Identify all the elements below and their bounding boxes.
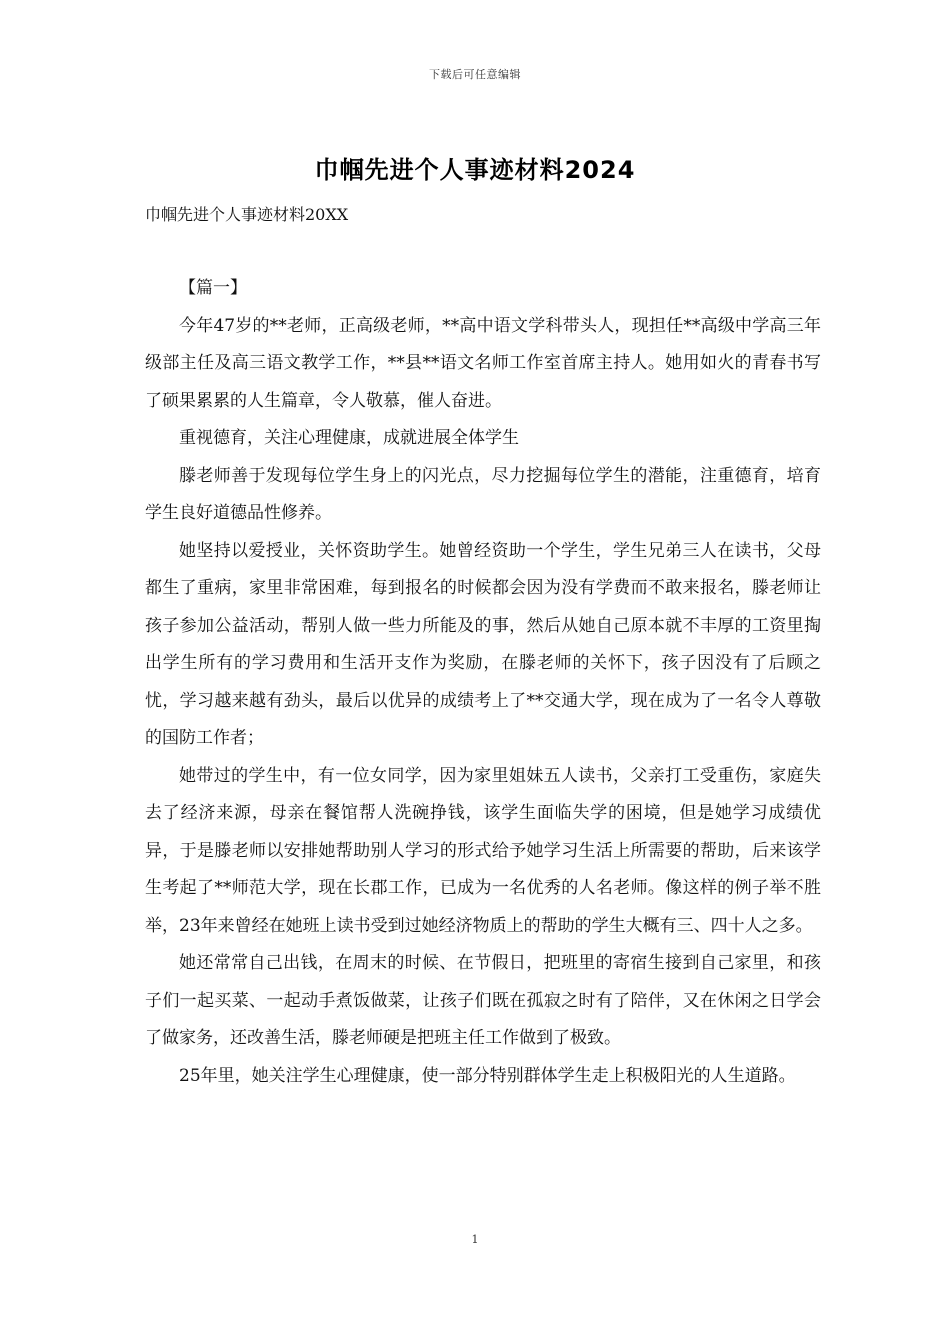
paragraph-subheading: 重视德育，关注心理健康，成就进展全体学生	[179, 428, 519, 448]
paragraph: 滕老师善于发现每位学生身上的闪光点，尽力挖掘每位学生的潜能，注重德育，培育学生良好道德品性修养。	[145, 465, 821, 523]
paragraph: 25年里，她关注学生心理健康，使一部分特别群体学生走上积极阳光的人生道路。	[179, 1065, 796, 1086]
paragraph: 她带过的学生中，有一位女同学，因为家里姐妹五人读书，父亲打工受重伤，家庭失去了经济来源，母亲在餐馆帮人洗碗挣钱，该学生面临失学的困境，但是她学习成绩优异，于是滕老师以安排她帮助别人学习的形式给予她学习生活上所需要的帮助，后来该学生考起了**师范大学，现在长郡工作，已成为一名优秀的人名老师。像这样的例子举不胜举，23年来曾经在她班上读书受到过她经济物质上的帮助的学生大概有三、四十人之多。	[145, 765, 821, 936]
document-title: 巾帼先进个人事迹材料2024	[314, 156, 636, 184]
paragraph: 她坚持以爱授业，关怀资助学生。她曾经资助一个学生，学生兄弟三人在读书，父母都生了重病，家里非常困难，每到报名的时候都会因为没有学费而不敢来报名，滕老师让孩子参加公益活动，帮别人做一些力所能及的事，然后从她自己原本就不丰厚的工资里掏出学生所有的学习费用和生活开支作为奖励，在滕老师的关怀下，孩子因没有了后顾之忧，学习越来越有劲头，最后以优异的成绩考上了**交通大学，现在成为了一名令人尊敬的国防工作者；	[145, 540, 821, 748]
paragraph: 今年47岁的**老师，正高级老师，**高中语文学科带头人，现担任**高级中学高三年级部主任及高三语文教学工作，**县**语文名师工作室首席主持人。她用如火的青春书写了硕果累累的人生篇章，令人敬慕，催人奋进。	[145, 315, 821, 411]
header-note: 下载后可任意编辑	[429, 68, 521, 81]
paragraph: 她还常常自己出钱，在周末的时候、在节假日，把班里的寄宿生接到自己家里，和孩子们一起买菜、一起动手煮饭做菜，让孩子们既在孤寂之时有了陪伴，又在休闲之日学会了做家务，还改善生活，滕老师硬是把班主任工作做到了极致。	[145, 953, 821, 1048]
page-number: 1	[471, 1233, 479, 1246]
section-heading: 【篇一】	[179, 278, 247, 298]
document-subtitle: 巾帼先进个人事迹材料20XX	[145, 205, 349, 224]
document-body	[145, 270, 821, 1095]
